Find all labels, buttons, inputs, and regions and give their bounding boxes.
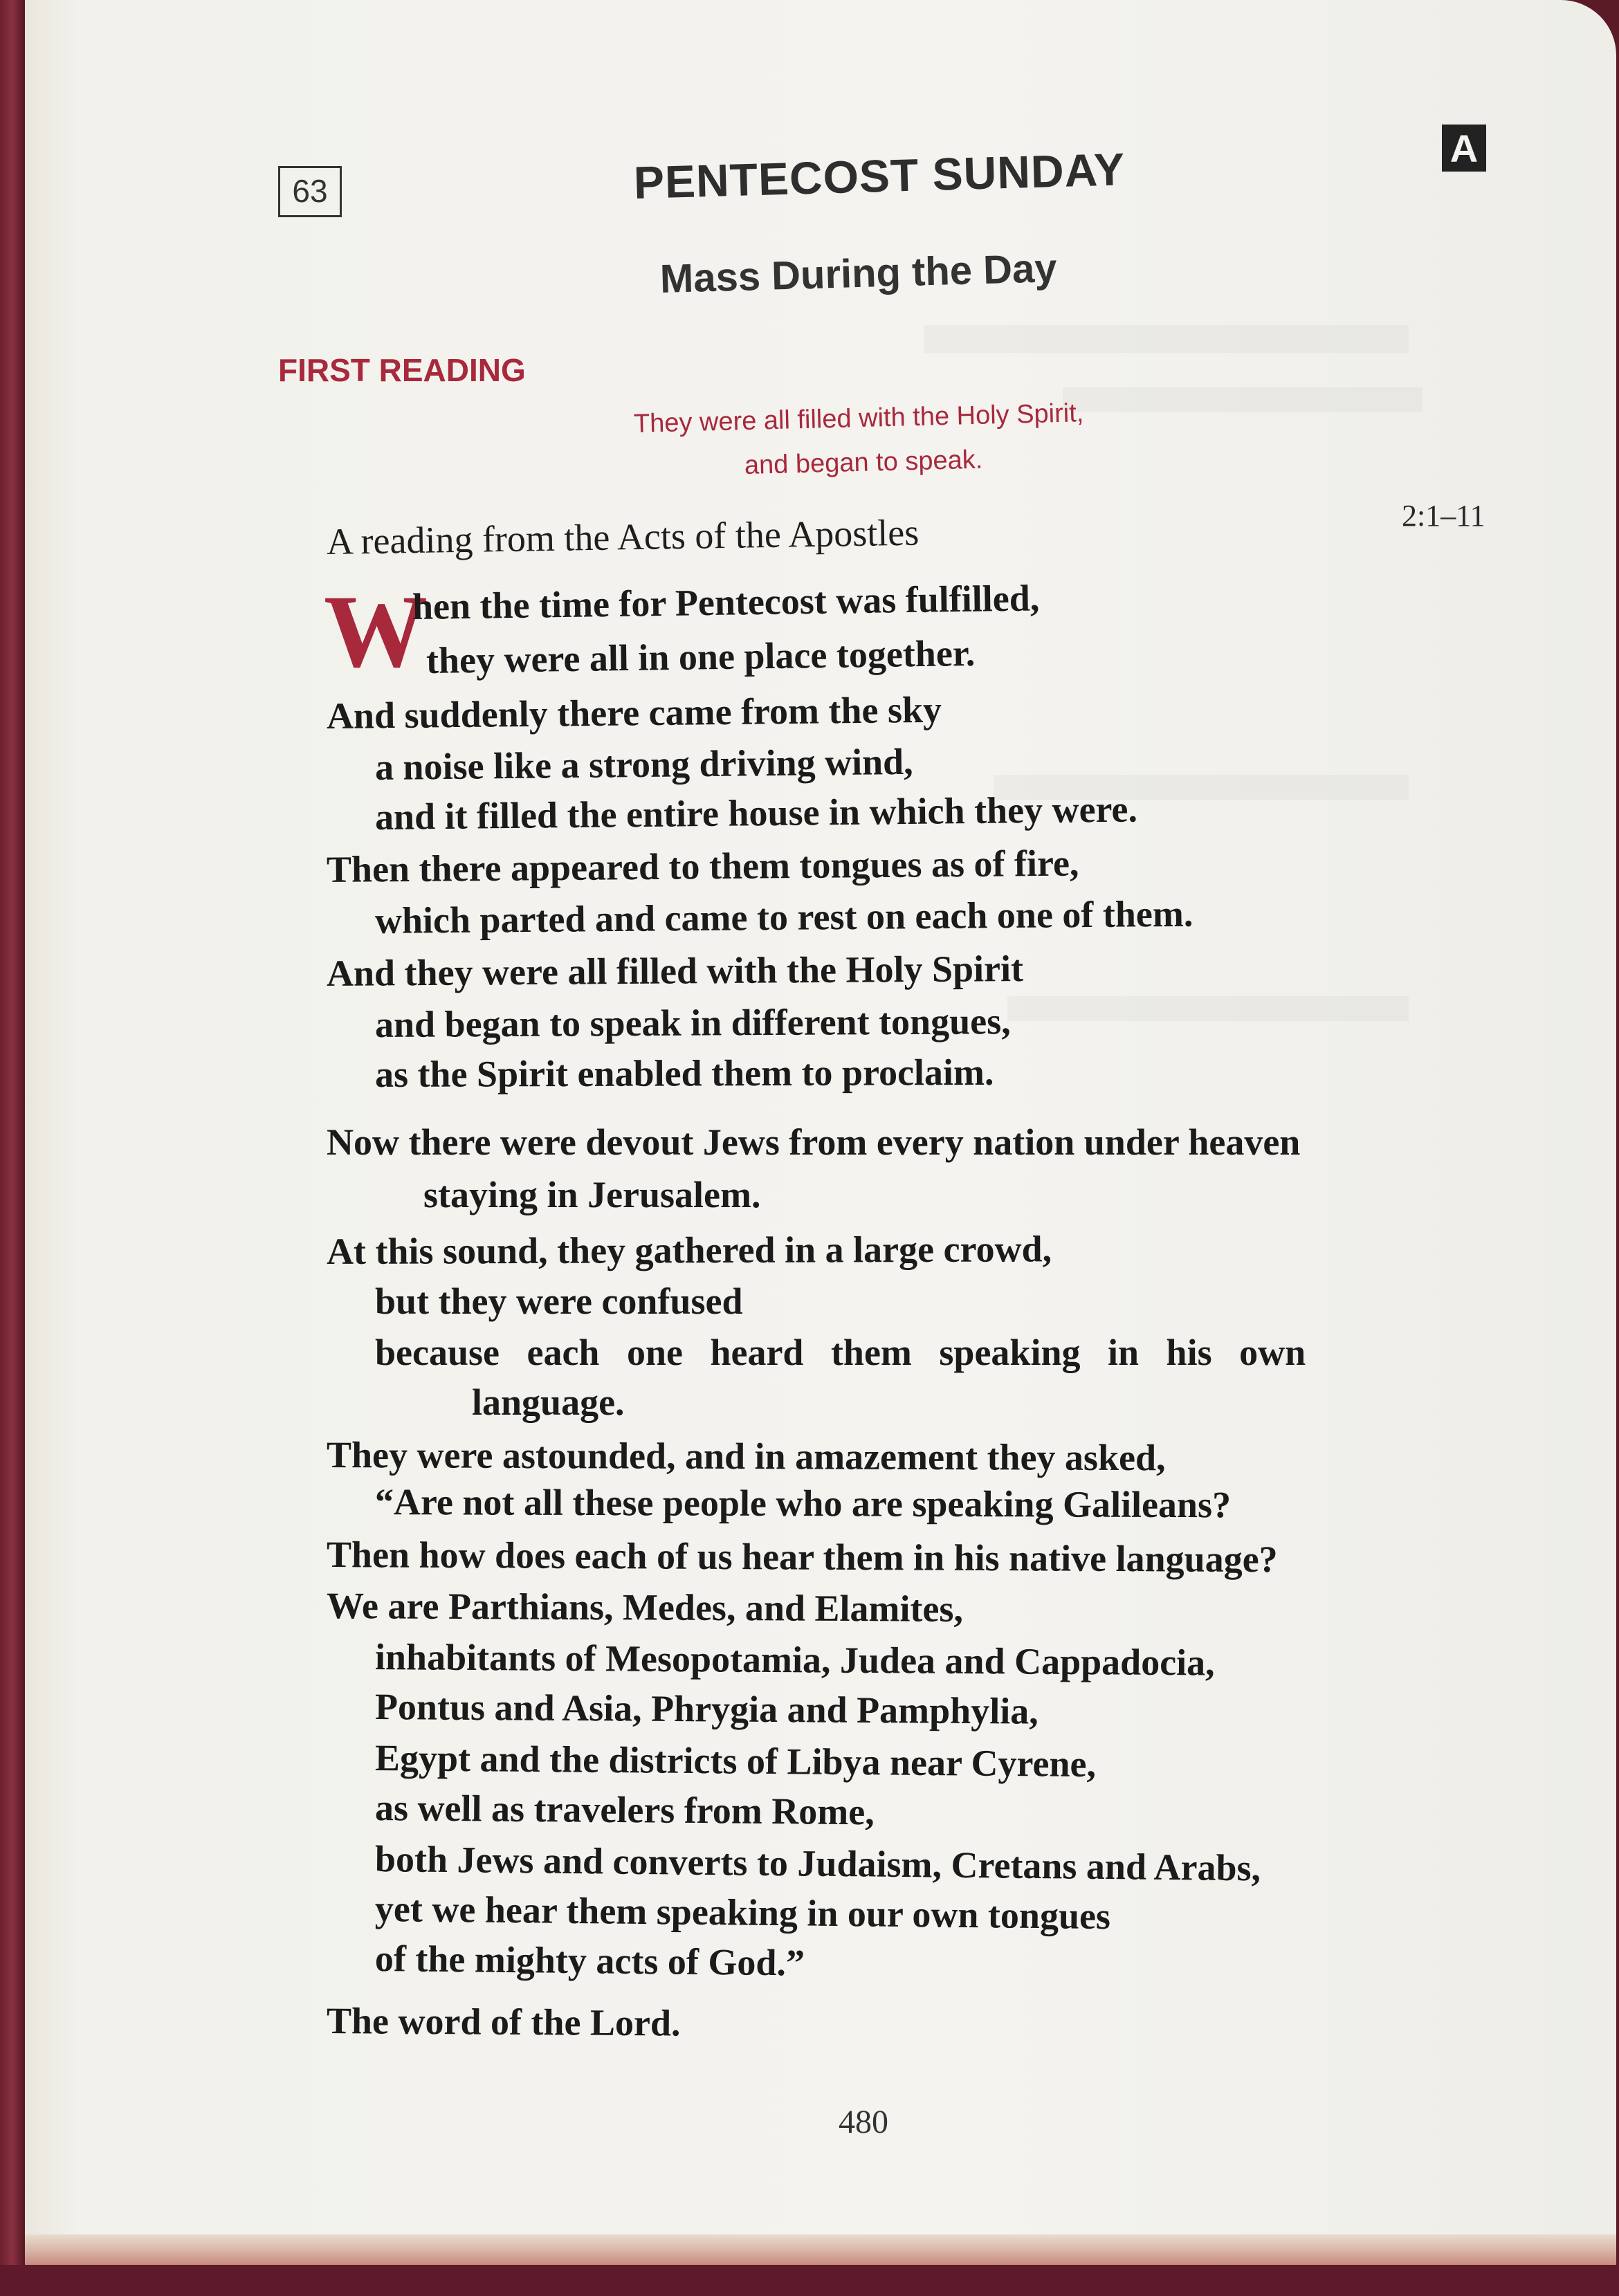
text-line: because each one heard them speaking in his own	[375, 1332, 1306, 1373]
text-line: as well as travelers from Rome,	[374, 1787, 875, 1833]
text-line: of the mighty acts of God.”	[374, 1938, 805, 1984]
text-line: “Are not all these people who are speaking Galileans?	[374, 1481, 1232, 1526]
text-line: Pontus and Asia, Phrygia and Pamphylia,	[374, 1686, 1039, 1732]
text-line: Now there were devout Jews from every nation under heaven	[327, 1121, 1301, 1163]
epigraph-line: and began to speak.	[744, 445, 983, 480]
text-line: and began to speak in different tongues,	[374, 1000, 1011, 1045]
section-heading: FIRST READING	[278, 352, 526, 388]
text-line: They were astounded, and in amazement they asked,	[326, 1434, 1166, 1479]
closing-acclamation: The word of the Lord.	[326, 2000, 681, 2044]
cycle-badge: A	[1442, 125, 1486, 172]
page-edge	[25, 2234, 1616, 2265]
text-line: And suddenly there came from the sky	[326, 688, 942, 737]
text-line: both Jews and converts to Judaism, Cretans and Arabs,	[374, 1838, 1261, 1889]
text-line: but they were confused	[375, 1280, 743, 1322]
text-line: as the Spirit enabled them to proclaim.	[374, 1051, 994, 1095]
text-line: At this sound, they gathered in a large crowd,	[326, 1228, 1052, 1272]
show-through-band	[924, 325, 1409, 353]
book-page	[25, 0, 1616, 2234]
text-line: Then how does each of us hear them in his native language?	[326, 1534, 1278, 1581]
page-subtitle: Mass During the Day	[659, 245, 1058, 302]
reading-intro: A reading from the Acts of the Apostles	[326, 511, 920, 562]
page-number-box: 63	[278, 166, 342, 217]
text-line: inhabitants of Mesopotamia, Judea and Cappadocia,	[374, 1636, 1215, 1684]
drop-cap: W	[324, 574, 428, 689]
text-line: which parted and came to rest on each one of them.	[374, 892, 1193, 942]
book-cover	[0, 2265, 1619, 2296]
text-line: And they were all filled with the Holy Spirit	[326, 947, 1024, 994]
epigraph-line: They were all filled with the Holy Spirit,	[633, 398, 1084, 439]
text-line: yet we hear them speaking in our own tongues	[374, 1888, 1111, 1938]
text-line: and it filled the entire house in which they were.	[374, 788, 1138, 838]
text-line: a noise like a strong driving wind,	[374, 740, 913, 788]
text-line: language.	[472, 1381, 625, 1423]
scripture-citation: 2:1–11	[1402, 499, 1485, 533]
text-line: staying in Jerusalem.	[423, 1174, 761, 1215]
text-line: Then there appeared to them tongues as of fire,	[326, 842, 1079, 890]
folio-number: 480	[839, 2104, 888, 2140]
text-line: they were all in one place together.	[426, 632, 976, 681]
page-title: PENTECOST SUNDAY	[632, 143, 1126, 208]
show-through-band	[1007, 996, 1409, 1021]
text-line: Egypt and the districts of Libya near Cyrene,	[374, 1737, 1097, 1785]
text-line: We are Parthians, Medes, and Elamites,	[326, 1585, 964, 1630]
show-through-band	[1063, 387, 1423, 412]
text-line: hen the time for Pentecost was fulfilled,	[412, 577, 1040, 627]
